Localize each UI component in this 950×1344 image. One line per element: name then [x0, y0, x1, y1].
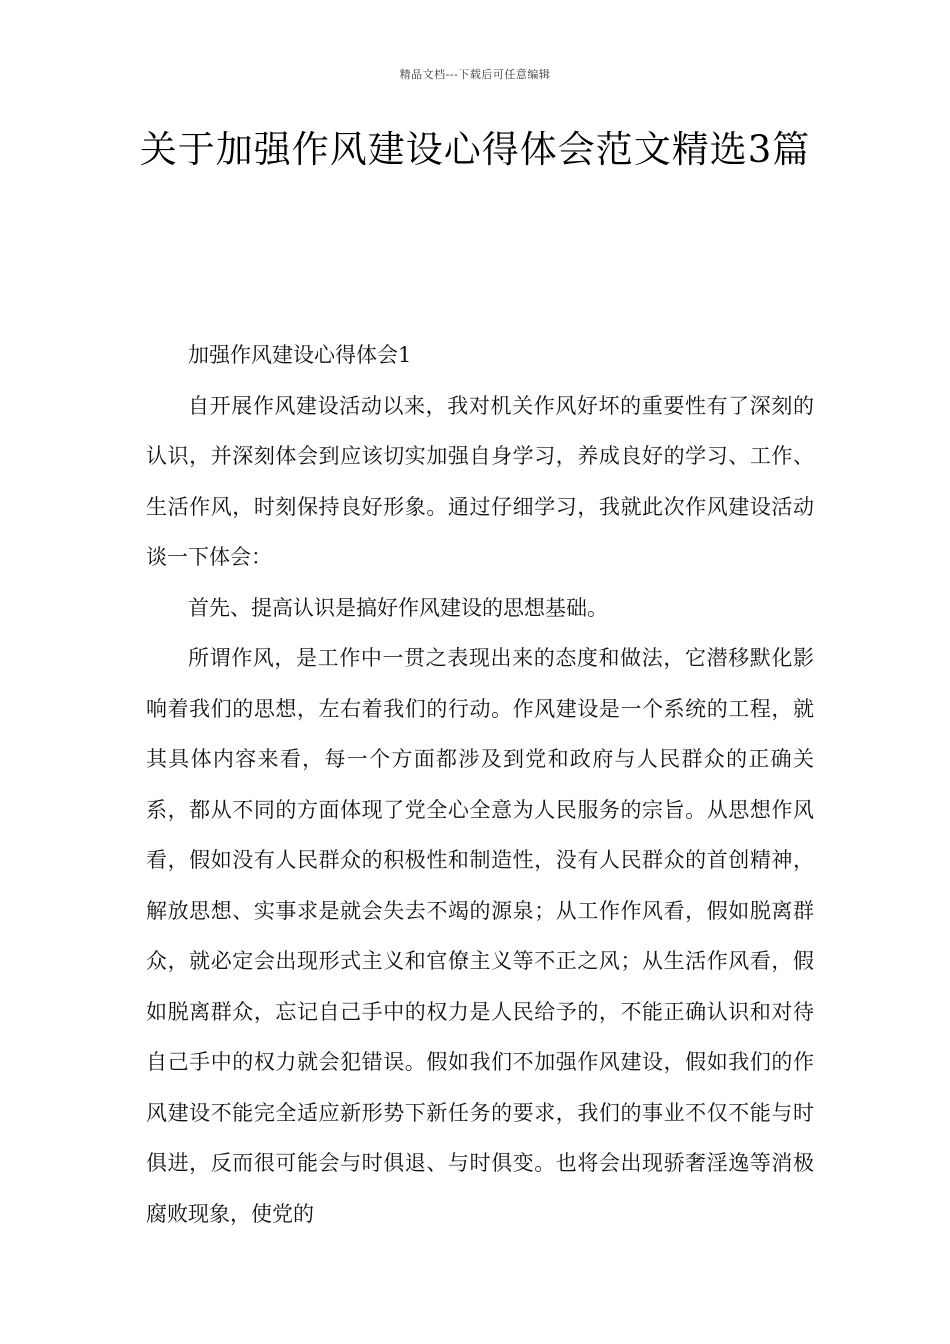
paragraph-intro: 自开展作风建设活动以来，我对机关作风好坏的重要性有了深刻的认识，并深刻体会到应该切实加强自身学习，养成良好的学习、工作、生活作风，时刻保持良好形象。通过仔细学习，我就此次作风建设活动谈一下体会： — [146, 393, 814, 569]
document-title: 关于加强作风建设心得体会范文精选3篇 — [139, 128, 811, 171]
document-body — [146, 330, 814, 1239]
header-note: 精品文档---下载后可任意编辑 — [399, 68, 551, 81]
section-heading: 加强作风建设心得体会1 — [188, 343, 412, 367]
paragraph-explanation: 所谓作风，是工作中一贯之表现出来的态度和做法，它潜移默化影响着我们的思想，左右着我们的行动。作风建设是一个系统的工程，就其具体内容来看，每一个方面都涉及到党和政府与人民群众的正确关系，都从不同的方面体现了党全心全意为人民服务的宗旨。从思想作风看，假如没有人民群众的积极性和制造性，没有人民群众的首创精神，解放思想、实事求是就会失去不竭的源泉；从工作作风看，假如脱离群众，就必定会出现形式主义和官僚主义等不正之风；从生活作风看，假如脱离群众，忘记自己手中的权力是人民给予的，不能正确认识和对待自己手中的权力就会犯错误。假如我们不加强作风建设，假如我们的作风建设不能完全适应新形势下新任务的要求，我们的事业不仅不能与时俱进，反而很可能会与时俱退、与时俱变。也将会出现骄奢淫逸等消极腐败现象，使党的 — [146, 646, 814, 1226]
paragraph-first-point: 首先、提高认识是搞好作风建设的思想基础。 — [188, 595, 608, 620]
